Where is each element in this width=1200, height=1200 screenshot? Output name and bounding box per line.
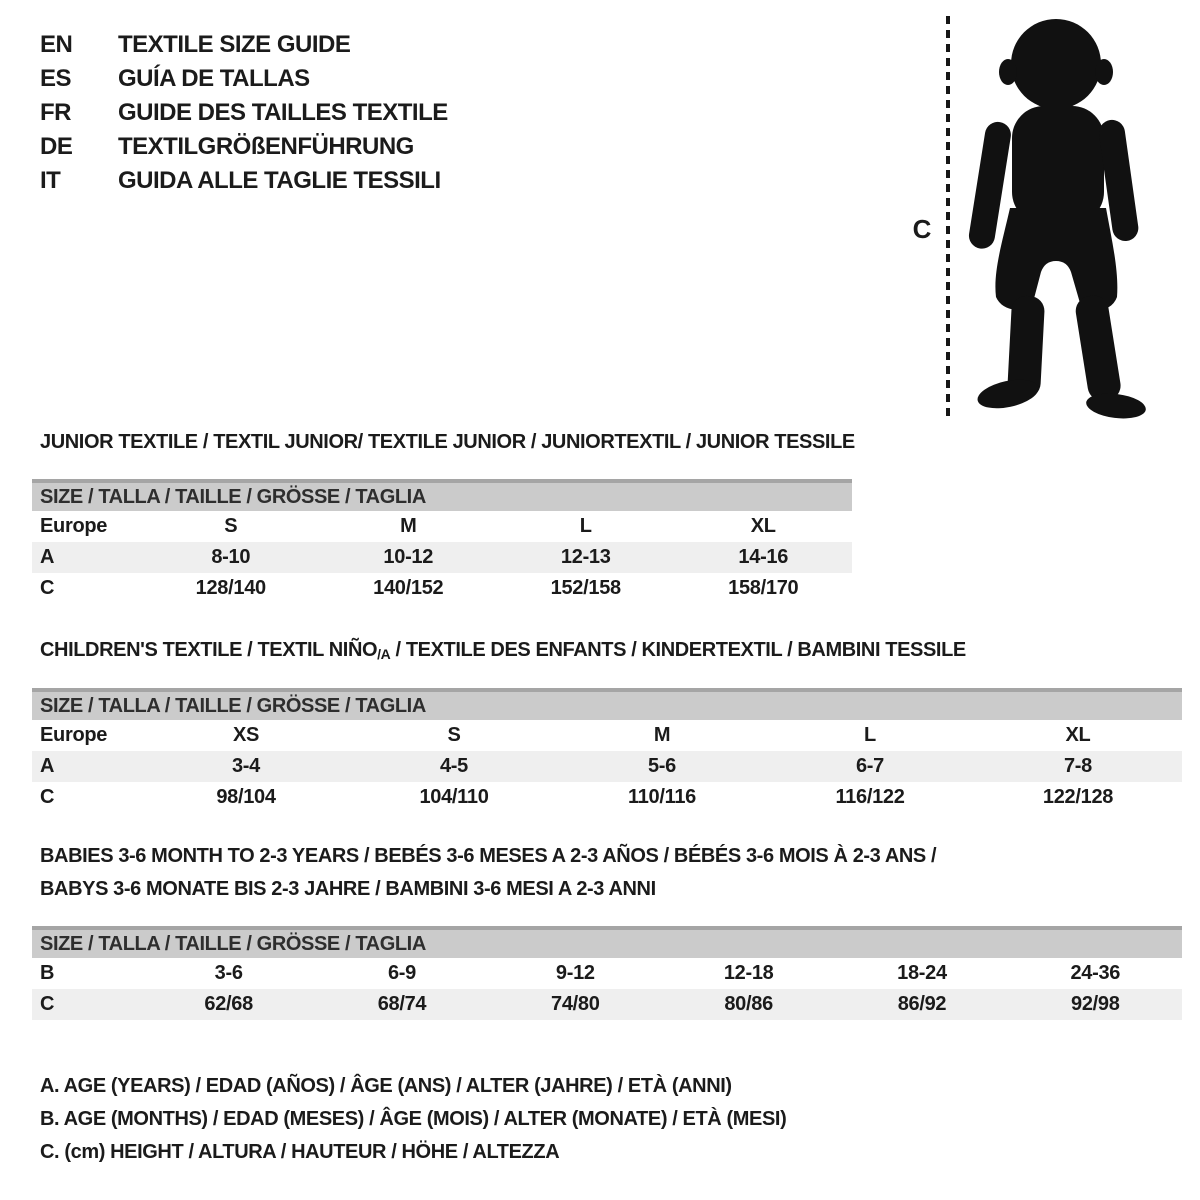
legend-line-b: B. AGE (MONTHS) / EDAD (MESES) / ÂGE (MOIS) / ALTER (MONATE) / ETÀ (MESI) xyxy=(40,1108,787,1130)
table-row xyxy=(32,720,1182,751)
size-header-band: SIZE / TALLA / TAILLE / GRÖSSE / TAGLIA xyxy=(32,926,1182,958)
row-label: C xyxy=(40,786,55,808)
table-cell: 3-6 xyxy=(214,962,243,984)
size-header-band: SIZE / TALLA / TAILLE / GRÖSSE / TAGLIA xyxy=(32,688,1182,720)
row-label: C xyxy=(40,993,55,1015)
table-cell: 7-8 xyxy=(1063,755,1092,777)
table-cell: 6-9 xyxy=(387,962,416,984)
table-cell: 5-6 xyxy=(647,755,676,777)
guide-title-es: GUÍA DE TALLAS xyxy=(118,65,310,92)
height-measure-dashed-line xyxy=(946,16,950,416)
table-cell: 158/170 xyxy=(728,577,799,599)
table-cell: 3-4 xyxy=(231,755,260,777)
row-label: B xyxy=(40,962,55,984)
guide-title-fr: GUIDE DES TAILLES TEXTILE xyxy=(118,99,448,126)
language-code: ES xyxy=(40,65,72,92)
toddler-silhouette-image xyxy=(956,10,1152,420)
table-cell: 104/110 xyxy=(419,786,489,808)
table-cell: 18-24 xyxy=(897,962,947,984)
junior-size-table xyxy=(32,479,852,604)
guide-title-en: TEXTILE SIZE GUIDE xyxy=(118,31,351,58)
language-row-de xyxy=(40,130,448,164)
size-header-band: SIZE / TALLA / TAILLE / GRÖSSE / TAGLIA xyxy=(32,479,852,511)
table-cell: 122/128 xyxy=(1042,786,1114,808)
row-label: A xyxy=(40,546,55,568)
table-cell: 62/68 xyxy=(204,993,253,1015)
language-row-en xyxy=(40,28,448,62)
language-row-it xyxy=(40,164,448,198)
table-cell: 110/116 xyxy=(628,786,696,808)
language-code: DE xyxy=(40,133,73,160)
table-cell: 14-16 xyxy=(738,546,789,568)
table-cell: 140/152 xyxy=(373,577,444,599)
language-code: IT xyxy=(40,167,61,194)
height-measure-label: C xyxy=(912,214,932,244)
table-cell: 152/158 xyxy=(550,577,621,599)
legend-line-a: A. AGE (YEARS) / EDAD (AÑOS) / ÂGE (ANS) / ALTER (JAHRE) / ETÀ (ANNI) xyxy=(40,1075,732,1097)
table-cell: 10-12 xyxy=(383,546,434,568)
table-row xyxy=(32,989,1182,1020)
table-cell: L xyxy=(864,724,876,746)
table-cell: 74/80 xyxy=(551,993,600,1015)
table-row xyxy=(32,573,852,604)
children-title-pre: CHILDREN'S TEXTILE / TEXTIL NIÑO xyxy=(40,639,378,661)
table-cell: 12-18 xyxy=(723,962,774,984)
row-label: Europe xyxy=(40,724,108,746)
children-title-subscript: /A xyxy=(377,646,391,662)
table-cell: 68/74 xyxy=(377,993,427,1015)
children-size-table xyxy=(32,688,1182,813)
table-cell: 9-12 xyxy=(555,962,595,984)
table-cell: 80/86 xyxy=(724,993,773,1015)
table-cell: S xyxy=(224,515,238,537)
table-row xyxy=(32,751,1182,782)
table-cell: 6-7 xyxy=(855,755,884,777)
row-label: C xyxy=(40,577,55,599)
table-row xyxy=(32,958,1182,989)
language-code: FR xyxy=(40,99,71,126)
language-title-list xyxy=(40,28,448,198)
table-cell: M xyxy=(400,515,417,537)
babies-section-title-line2: BABYS 3-6 MONATE BIS 2-3 JAHRE / BAMBINI 3-6 MESI A 2-3 ANNI xyxy=(40,878,656,900)
guide-title-de: TEXTILGRÖßENFÜHRUNG xyxy=(118,133,414,160)
table-cell: XS xyxy=(232,724,260,746)
table-cell: 8-10 xyxy=(211,546,251,568)
language-code: EN xyxy=(40,31,73,58)
table-row xyxy=(32,782,1182,813)
table-cell: L xyxy=(579,515,592,537)
table-cell: M xyxy=(653,724,671,746)
babies-section-title-line1: BABIES 3-6 MONTH TO 2-3 YEARS / BEBÉS 3-6 MESES A 2-3 AÑOS / BÉBÉS 3-6 MOIS À 2-3 ANS / xyxy=(40,845,937,867)
table-cell: XL xyxy=(750,515,776,537)
row-label: Europe xyxy=(40,515,108,537)
table-cell: XL xyxy=(1065,724,1091,746)
row-label: A xyxy=(40,755,55,777)
guide-title-it: GUIDA ALLE TAGLIE TESSILI xyxy=(118,167,441,194)
table-cell: 92/98 xyxy=(1071,993,1120,1015)
table-row xyxy=(32,511,852,542)
table-cell: 86/92 xyxy=(897,993,947,1015)
table-cell: S xyxy=(447,724,461,746)
table-cell: 24-36 xyxy=(1070,962,1121,984)
table-row xyxy=(32,542,852,573)
table-cell: 116/122 xyxy=(835,786,905,808)
table-cell: 12-13 xyxy=(560,546,611,568)
measurement-legend xyxy=(40,1070,786,1169)
children-section-title xyxy=(40,639,966,662)
babies-size-table xyxy=(32,926,1182,1020)
language-row-es xyxy=(40,62,448,96)
junior-section-title: JUNIOR TEXTILE / TEXTIL JUNIOR/ TEXTILE JUNIOR / JUNIORTEXTIL / JUNIOR TESSILE xyxy=(40,431,855,453)
legend-line-c: C. (cm) HEIGHT / ALTURA / HAUTEUR / HÖHE / ALTEZZA xyxy=(40,1141,560,1163)
table-cell: 98/104 xyxy=(216,786,276,808)
language-row-fr xyxy=(40,96,448,130)
table-cell: 4-5 xyxy=(439,755,468,777)
children-title-post: / TEXTILE DES ENFANTS / KINDERTEXTIL / BAMBINI TESSILE xyxy=(390,639,966,661)
table-cell: 128/140 xyxy=(195,577,266,599)
